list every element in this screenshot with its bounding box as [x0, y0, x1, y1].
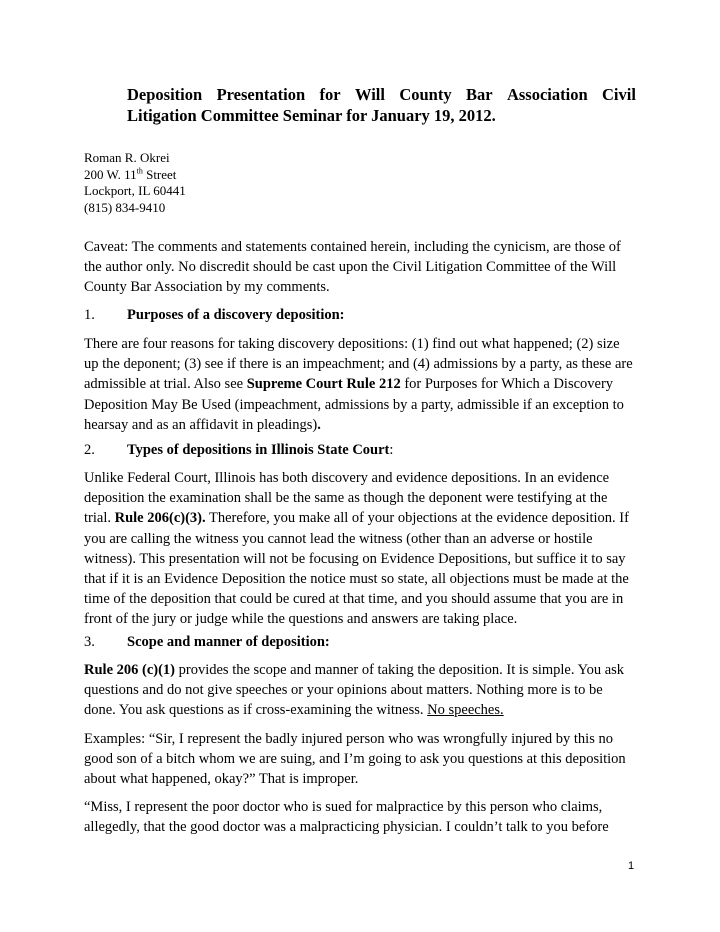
underlined-text: No speeches.	[427, 702, 504, 719]
caveat-text: Caveat: The comments and statements contained herein, including the cynicism, are those of the author only. No discredit should be cast upon the Civil Litigation Committee of the Will County Bar Association by my comments.	[84, 239, 621, 296]
section-title: Purposes of a discovery deposition:	[127, 307, 345, 323]
section-title: Scope and manner of deposition:	[127, 634, 330, 650]
miss-paragraph	[84, 797, 636, 837]
examples-paragraph	[84, 729, 636, 790]
section-title	[127, 440, 393, 460]
rule-reference: Supreme Court Rule 212	[246, 376, 401, 393]
text-run: There are four reasons for taking discovery depositions: (1) find out what happened; (2) size up the deponent; (3) see if there is an impeachment; and (4) admissions by a party, as these are admissible at trial. Also see	[84, 336, 633, 393]
text-run: for Purposes for Which a Discovery Deposition May Be Used (impeachment, admissions by a party, admissible if an exception to hearsay and as an affidavit in pleadings)	[84, 376, 624, 433]
title-word: Deposition	[127, 85, 203, 104]
caveat-paragraph	[84, 237, 636, 298]
section-3-paragraph	[84, 660, 636, 721]
title-word: for	[319, 85, 341, 104]
text-run: provides the scope and manner of taking the deposition. It is simple. You ask questions and do not give speeches or your opinions about matters. Nothing more is to be done. You ask questions as if cross-examining the witness.	[84, 662, 625, 719]
text-run: Unlike Federal Court, Illinois has both discovery and evidence depositions. In an evidence deposition the examination shall be the same as though the deponent were testifying at the trial.	[84, 470, 610, 527]
title-line-2: Litigation Committee Seminar for January 19, 2012.	[127, 106, 496, 125]
title-word: Civil	[602, 85, 636, 104]
author-name: Roman R. Okrei	[84, 150, 170, 165]
document-title	[127, 84, 636, 126]
section-number: 3.	[84, 634, 95, 650]
author-address-block	[84, 150, 186, 216]
section-title-text: Types of depositions in Illinois State Court	[127, 442, 390, 458]
title-word: Will	[355, 85, 385, 104]
examples-text: Examples: “Sir, I represent the badly injured person who was wrongfully injured by this no good son of a bitch whom we are suing, and I’m going to ask you questions at this deposition about what happened, okay?” That is improper.	[84, 731, 626, 788]
rule-reference: Rule 206(c)(3).	[114, 510, 206, 527]
title-word: Presentation	[216, 85, 306, 104]
author-city: Lockport, IL 60441	[84, 183, 186, 198]
paragraph-text	[84, 660, 636, 721]
paragraph-text	[84, 334, 636, 435]
miss-text: “Miss, I represent the poor doctor who is sued for malpractice by this person who claims, allegedly, that the good doctor was a malpracticing physician. I couldn’t talk to you before	[84, 799, 609, 836]
section-title-colon: :	[389, 442, 394, 458]
author-phone: (815) 834-9410	[84, 199, 166, 215]
section-number: 2.	[84, 442, 95, 458]
title-line-1	[127, 84, 636, 105]
street-name: Street	[142, 166, 177, 182]
street-number: 200 W. 11	[84, 166, 137, 182]
section-1-paragraph	[84, 334, 636, 435]
rule-reference: Rule 206 (c)(1)	[84, 662, 176, 678]
section-2-paragraph	[84, 468, 636, 630]
title-word: Bar	[465, 85, 493, 104]
author-street	[84, 167, 186, 184]
text-run: .	[317, 416, 321, 433]
street-suffix: th	[136, 166, 143, 176]
text-run: Therefore, you make all of your objections at the evidence deposition. If you are calling the witness you cannot lead the witness (other than an adverse or hostile witness). This presentation will not be focusing on Evidence Depositions, but suffice it to say that if it is an Evidence Deposition the notice must so state, all objections must be made at the time of the deposition that could be cured at that time, and you should assume that you are in front of the jury or judge while the questions and answers are taking place.	[84, 510, 629, 628]
section-number: 1.	[84, 307, 95, 323]
paragraph-text	[84, 468, 636, 630]
title-word: Association	[506, 85, 588, 104]
title-word: County	[399, 85, 452, 104]
page-number: 1	[628, 860, 635, 872]
